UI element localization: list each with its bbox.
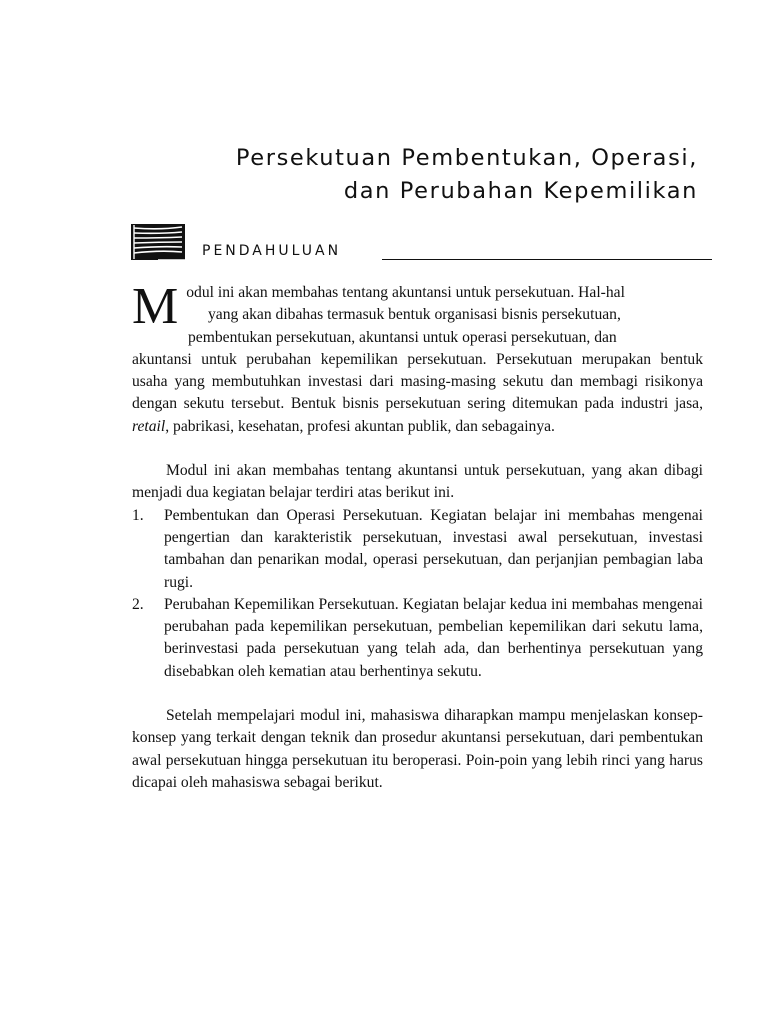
title-line-1: Persekutuan Pembentukan, Operasi, xyxy=(235,145,698,171)
intro-rest xyxy=(132,349,703,438)
drop-cap: M xyxy=(132,278,179,335)
list-item-number: 1. xyxy=(132,506,144,524)
intro-rest-text: akuntansi untuk perubahan kepemilikan persekutuan. Persekutuan merupakan bentuk usaha yang membutuhkan investasi dari masing-masing sekutu dan membagi risikonya dengan sekutu tersebut. Bentuk bisnis persekutuan sering ditemukan pada industri jasa, xyxy=(132,350,703,413)
intro-line-3: pembentukan persekutuan, akuntansi untuk operasi persekutuan, dan xyxy=(188,328,617,346)
list-item-text: Perubahan Kepemilikan Persekutuan. Kegiatan belajar kedua ini membahas mengenai perubahan pada kepemilikan persekutuan, pembelian kepemilikan dari sekutu lama, berinvestasi pada persekutuan yang telah ada, dan berhentinya persekutuan yang disebabkan oleh kematian atau berhentinya sekutu. xyxy=(164,595,703,680)
list-item xyxy=(132,594,703,683)
section-header xyxy=(130,222,712,264)
body-text xyxy=(132,278,703,794)
intro-line-2: yang akan dibahas termasuk bentuk organisasi bisnis persekutuan, xyxy=(208,306,621,324)
section-label: PENDAHULUAN xyxy=(202,243,342,259)
list-item-number: 2. xyxy=(132,595,144,613)
list-item-text: Pembentukan dan Operasi Persekutuan. Kegiatan belajar ini membahas mengenai pengertian dan karakteristik persekutuan, investasi awal persekutuan, investasi tambahan dan penarikan modal, operasi persekutuan, dan perjanjian pembagian laba rugi. xyxy=(164,506,703,591)
page-title xyxy=(236,142,698,208)
intro-italic-term: retail xyxy=(132,417,166,435)
list-item xyxy=(132,505,703,594)
paragraph-gap xyxy=(132,438,703,460)
activity-list xyxy=(132,505,703,683)
intro-line-1: odul ini akan membahas tentang akuntansi untuk persekutuan. Hal-hal xyxy=(186,284,625,301)
section-rule xyxy=(382,259,712,260)
paragraph-3: Setelah mempelajari modul ini, mahasiswa diharapkan mampu menjelaskan konsep-konsep yang terkait dengan teknik dan prosedur akuntansi persekutuan, dari pembentukan awal persekutuan hingga persekutuan itu beroperasi. Poin-poin yang lebih rinci yang harus dicapai oleh mahasiswa sebagai berikut. xyxy=(132,707,703,791)
paragraph-2: Modul ini akan membahas tentang akuntansi untuk persekutuan, yang akan dibagi menjadi dua kegiatan belajar terdiri atas berikut ini. xyxy=(132,462,703,502)
paragraph-gap xyxy=(132,683,703,705)
intro-paragraph xyxy=(132,278,703,438)
title-line-2: dan Perubahan Kepemilikan xyxy=(343,178,698,204)
intro-rest-text-end: , pabrikasi, kesehatan, profesi akuntan publik, dan sebagainya. xyxy=(165,417,555,435)
book-pages-icon xyxy=(130,222,188,262)
